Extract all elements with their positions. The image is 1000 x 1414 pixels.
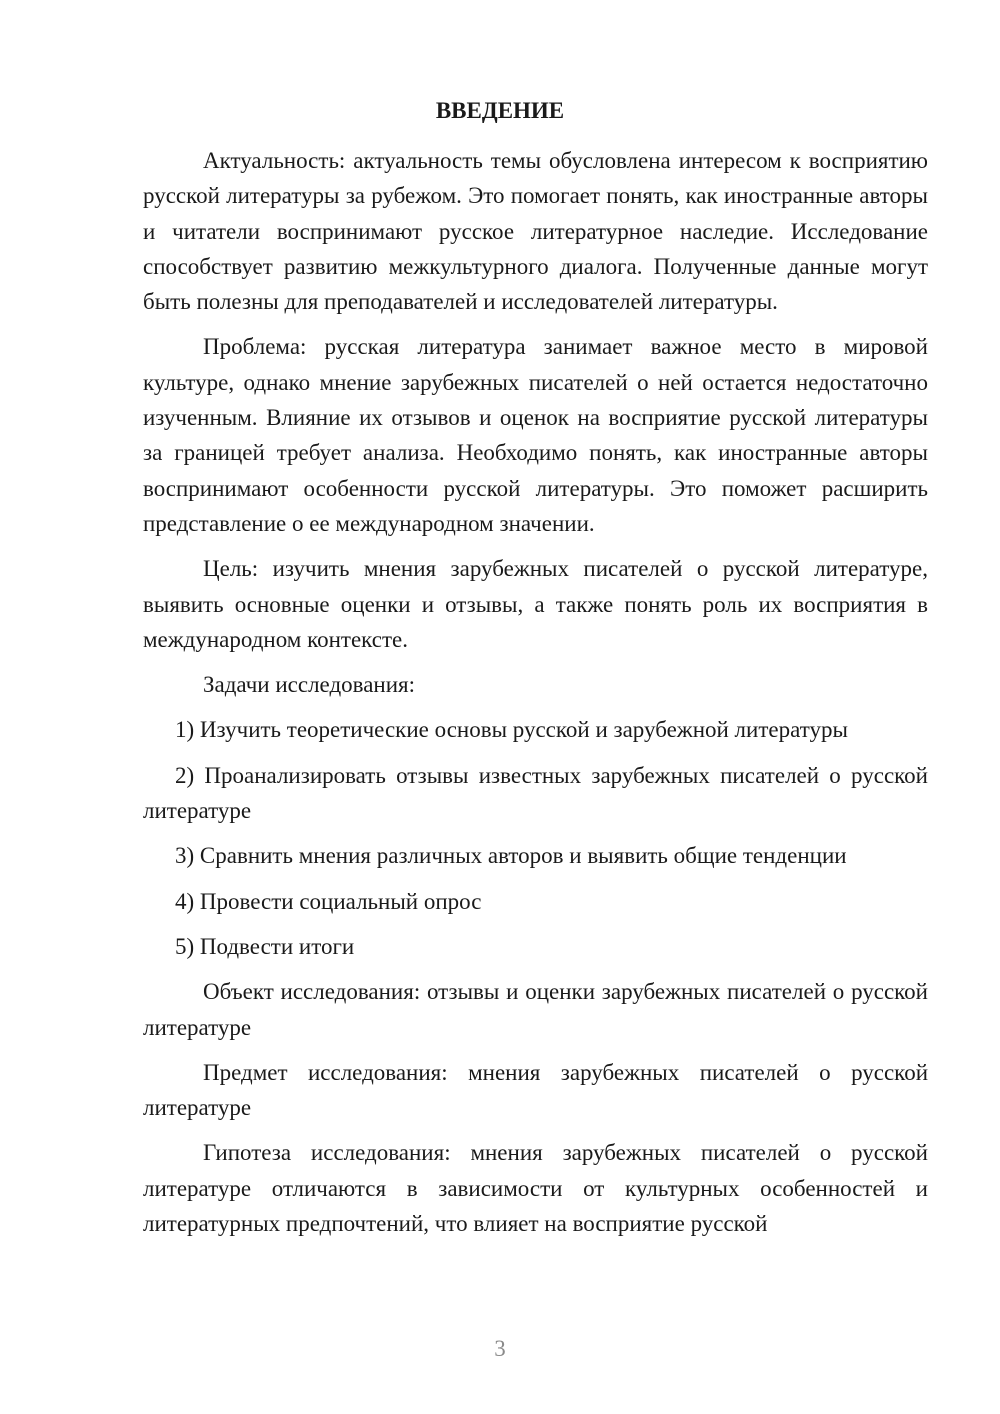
list-item-task-4: 4) Провести социальный опрос xyxy=(175,888,482,914)
list-item-task-2: 2) Проанализировать отзывы известных зарубежных писателей о русской литературе xyxy=(143,762,928,824)
paragraph-relevance: Актуальность: актуальность темы обусловлена интересом к восприятию русской литературы за рубежом. Это помогает понять, как иностранные авторы и читатели воспринимают русское литературное наследие. Исследование способствует развитию межкультурного диалога. Полученные данные могут быть полезны для преподавателей и исследователей литературы. xyxy=(143,148,928,315)
list-item-task-1: 1) Изучить теоретические основы русской и зарубежной литературы xyxy=(175,717,848,743)
list-item-task-3: 3) Сравнить мнения различных авторов и выявить общие тенденции xyxy=(175,843,847,869)
paragraph-problem: Проблема: русская литература занимает важное место в мировой культуре, однако мнение зарубежных писателей о ней остается недостаточно изученным. Влияние их отзывов и оценок на восприятие русской литературы за границей требует анализа. Необходимо понять, как иностранные авторы воспринимают особенности русской литературы. Это поможет расширить представление о ее международном значении. xyxy=(143,334,928,536)
paragraph-object: Объект исследования: отзывы и оценки зарубежных писателей о русской литературе xyxy=(143,979,928,1040)
list-item-task-5: 5) Подвести итоги xyxy=(175,933,355,959)
body-text xyxy=(143,143,928,1241)
page-number: 3 xyxy=(494,1336,506,1361)
paragraph-goal: Цель: изучить мнения зарубежных писателей о русской литературе, выявить основные оценки и отзывы, а также понять роль их восприятия в международном контексте. xyxy=(143,556,928,652)
tasks-heading: Задачи исследования: xyxy=(203,672,416,698)
section-title: ВВЕДЕНИЕ xyxy=(435,98,565,123)
paragraph-subject: Предмет исследования: мнения зарубежных писателей о русской литературе xyxy=(143,1059,928,1121)
paragraph-hypothesis: Гипотеза исследования: мнения зарубежных писателей о русской литературе отличаются в зависимости от культурных особенностей и литературных предпочтений, что влияет на восприятие русской xyxy=(143,1140,928,1237)
